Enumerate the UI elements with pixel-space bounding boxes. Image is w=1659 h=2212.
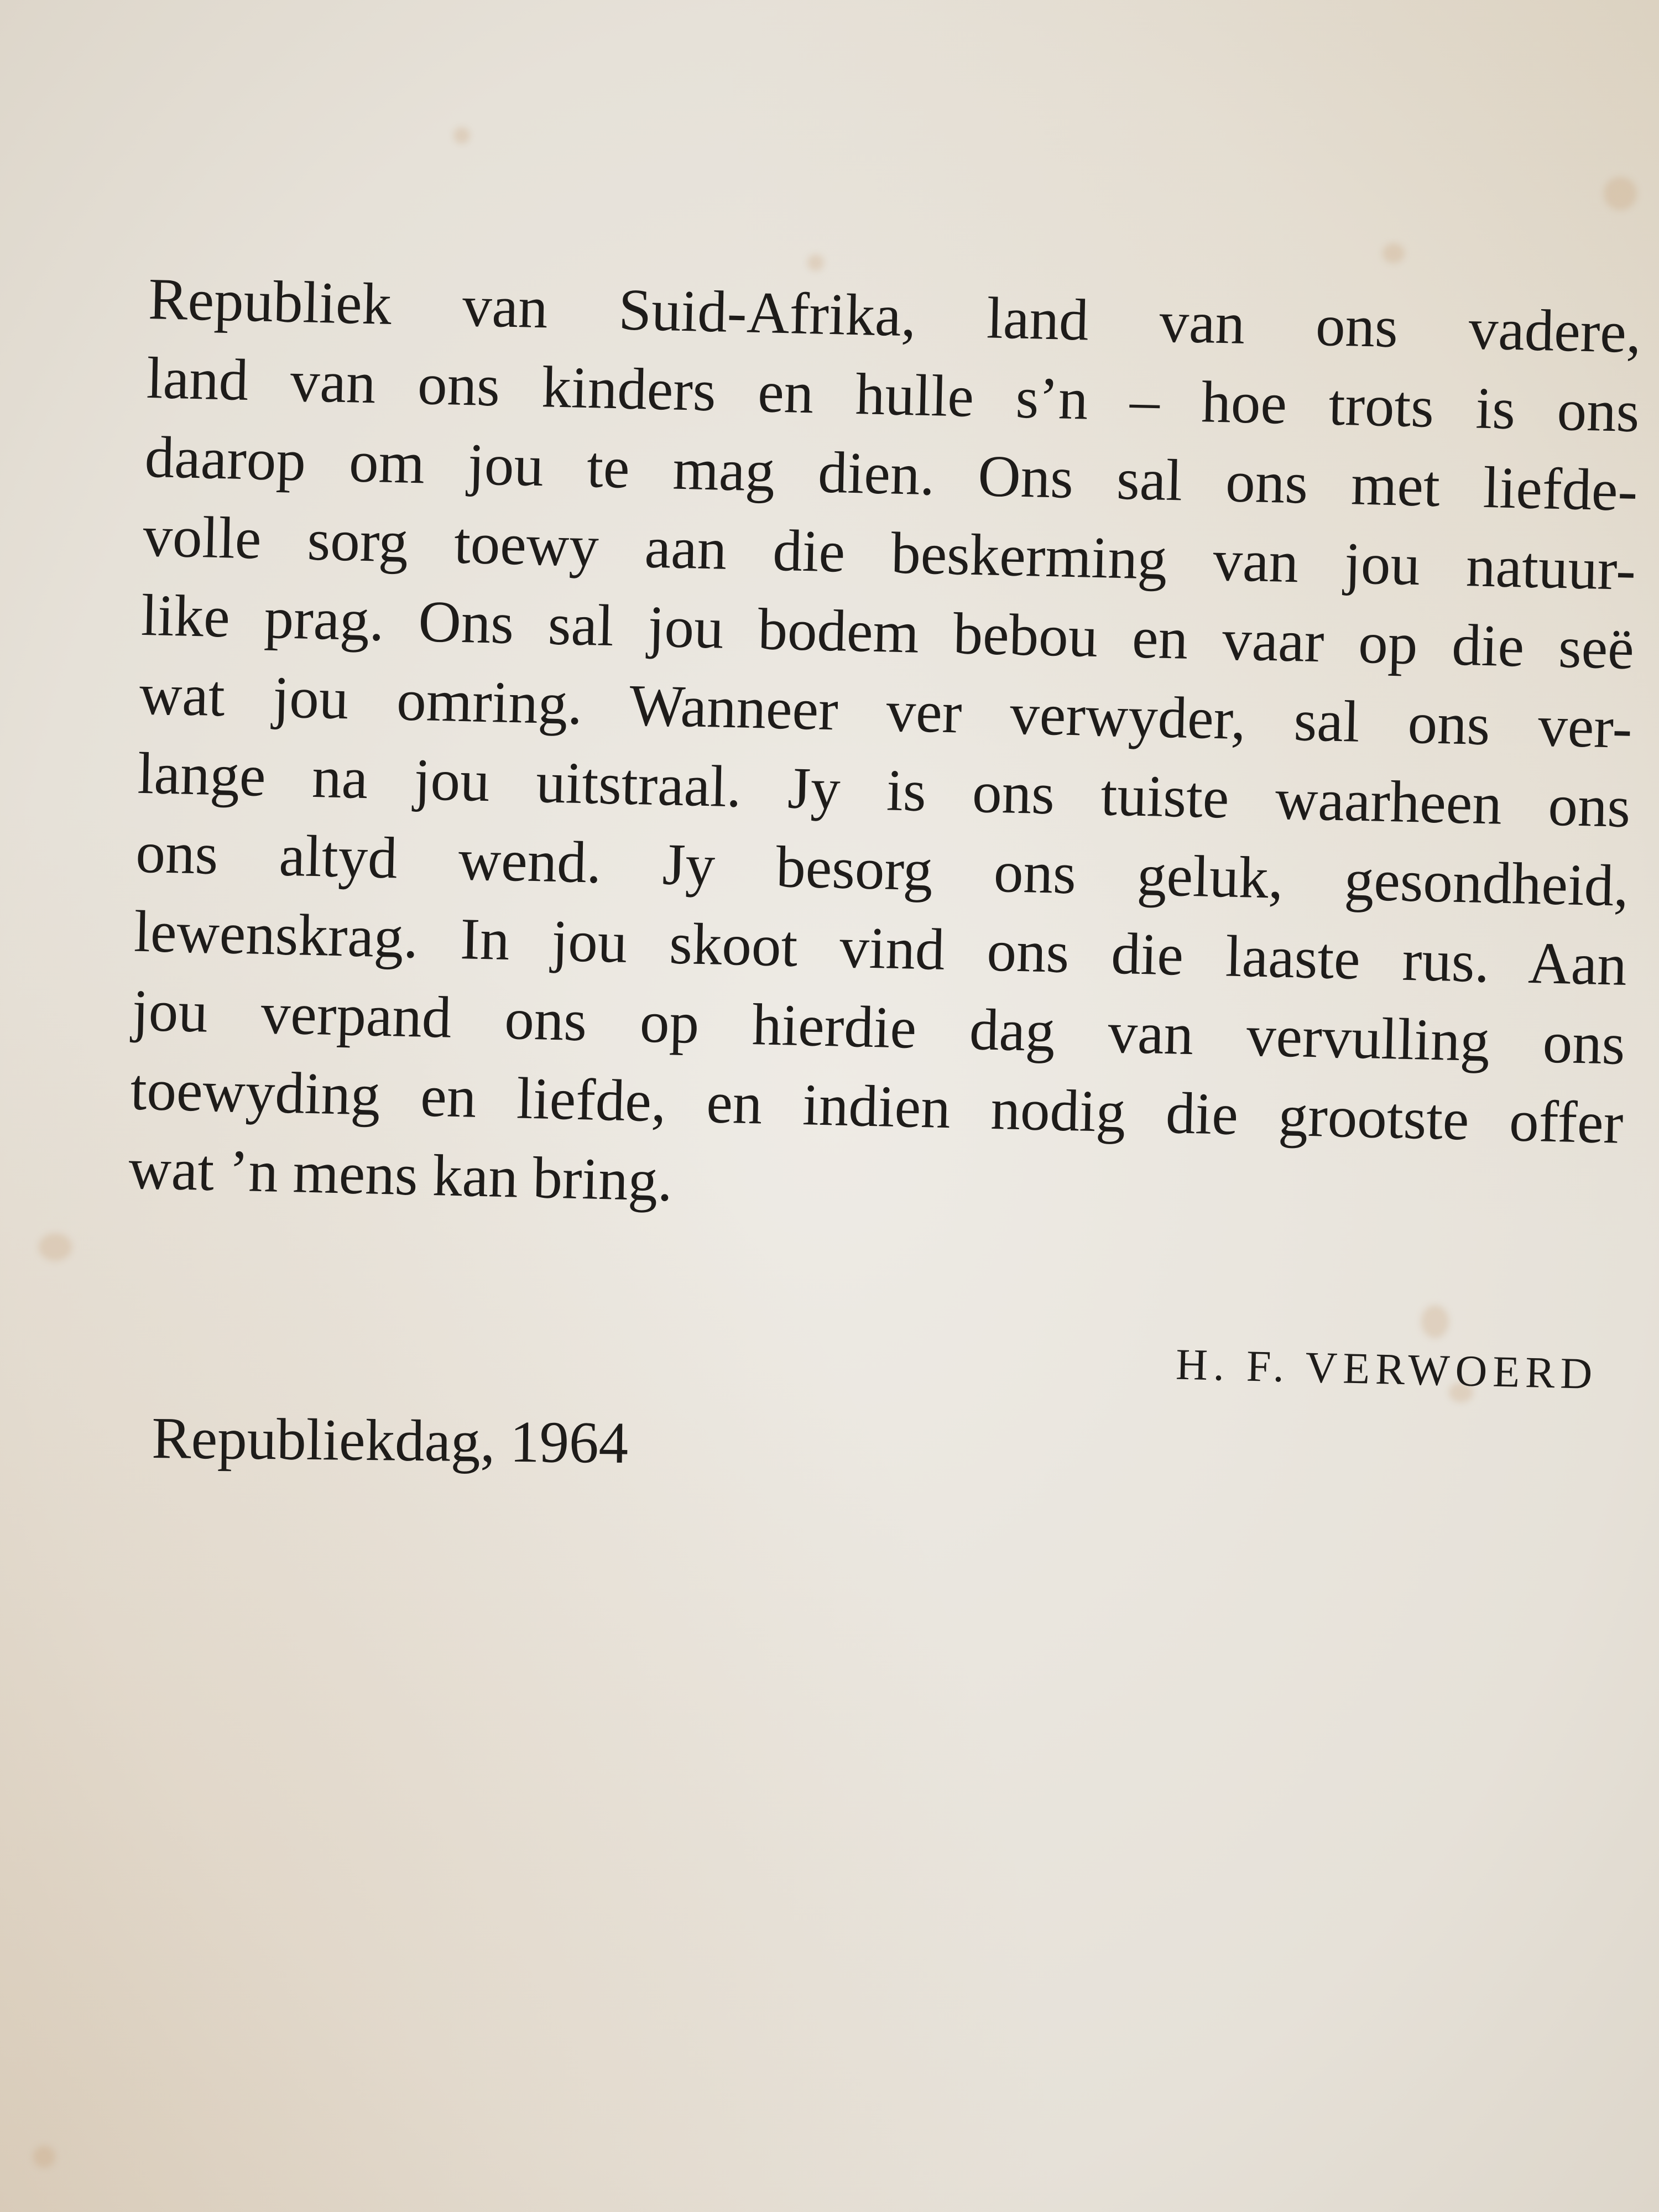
foxing-spot xyxy=(453,127,470,144)
passage-line: toewyding en liefde, en indien nodig die grootste offer xyxy=(129,1057,1624,1156)
foxing-spot xyxy=(33,2146,55,2168)
passage-line: land van ons kinders en hulle s’n – hoe trots is ons xyxy=(145,345,1640,445)
passage-line: like prag. Ons sal jou bodem bebou en vaar op die seë xyxy=(140,582,1635,682)
passage-line: daarop om jou te mag dien. Ons sal ons met liefde- xyxy=(144,424,1639,524)
foxing-spot xyxy=(1383,243,1405,263)
passage-line: wat jou omring. Wanneer ver verwyder, sal ons ver- xyxy=(138,661,1633,761)
foxing-spot xyxy=(807,254,824,271)
foxing-spot xyxy=(1421,1305,1449,1338)
passage-line: volle sorg toewy aan die beskerming van jou natuur- xyxy=(142,503,1637,603)
passage-line: lewenskrag. In jou skoot vind ons die laaste rus. Aan xyxy=(133,899,1628,998)
author-signature: H. F. VERWOERD xyxy=(1175,1340,1598,1399)
passage-text xyxy=(128,260,1642,1243)
passage-line: jou verpand ons op hierdie dag van vervulling ons xyxy=(131,978,1626,1077)
foxing-spot xyxy=(39,1233,72,1261)
passage-line: ons altyd wend. Jy besorg ons geluk, gesondheid, xyxy=(135,820,1630,919)
passage-line: Republiek van Suid-Afrika, land van ons vadere, xyxy=(148,266,1642,366)
passage-line: wat ’n mens kan bring. xyxy=(128,1136,674,1214)
passage-line: lange na jou uitstraal. Jy is ons tuiste waarheen ons xyxy=(137,740,1631,841)
dateline: Republiekdag, 1964 xyxy=(151,1406,629,1477)
foxing-spot xyxy=(1604,177,1637,210)
